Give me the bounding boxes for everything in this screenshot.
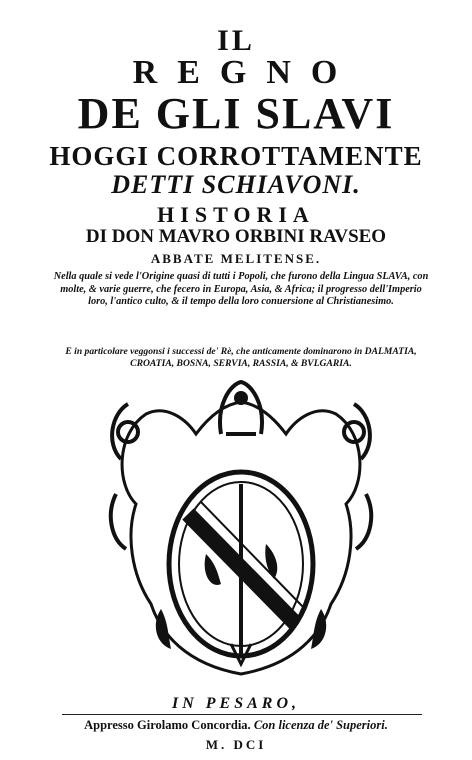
author-line: DI DON MAVRO ORBINI RAVSEO — [85, 226, 387, 247]
imprint-printer: Appresso Girolamo Concordia. — [84, 718, 251, 732]
imprint-printer-line — [0, 718, 472, 733]
imprint-place: IN PESARO, — [171, 695, 301, 712]
imprint-license: Con licenza de' Superiori. — [253, 718, 388, 732]
imprint-year: M. DCI — [205, 737, 267, 752]
title-line-il: IL — [217, 24, 255, 57]
title-line-degli-slavi: DE GLI SLAVI — [77, 89, 395, 138]
author-title: ABBATE MELITENSE. — [150, 251, 322, 266]
title-line-hoggi: HOGGI CORROTTAMENTE — [49, 141, 423, 171]
coat-of-arms-icon — [106, 374, 376, 692]
title-line-detti: DETTI SCHIAVONI. — [111, 170, 361, 199]
imprint-rule — [62, 714, 422, 715]
description-paragraph: Nella quale si vede l'Origine quasi di tutti i Popoli, che furono della Lingua SLAVA, con molte, & varie guerre, che fecero in Europa, Asia, & Africa; il progresso dell'Imperio loro, l'antico culto, & il tempo della loro conuersione al Christianesimo. — [53, 271, 429, 307]
title-line-regno: REGNO — [132, 54, 358, 91]
description-kingdoms: E in particolare veggonsi i successi de' Rè, che anticamente dominarono in DALMATIA, CROATIA, BOSNA, SERVIA, RASSIA, & BVLGARIA. — [65, 346, 417, 369]
subtitle-historia: HISTORIA — [157, 202, 315, 227]
